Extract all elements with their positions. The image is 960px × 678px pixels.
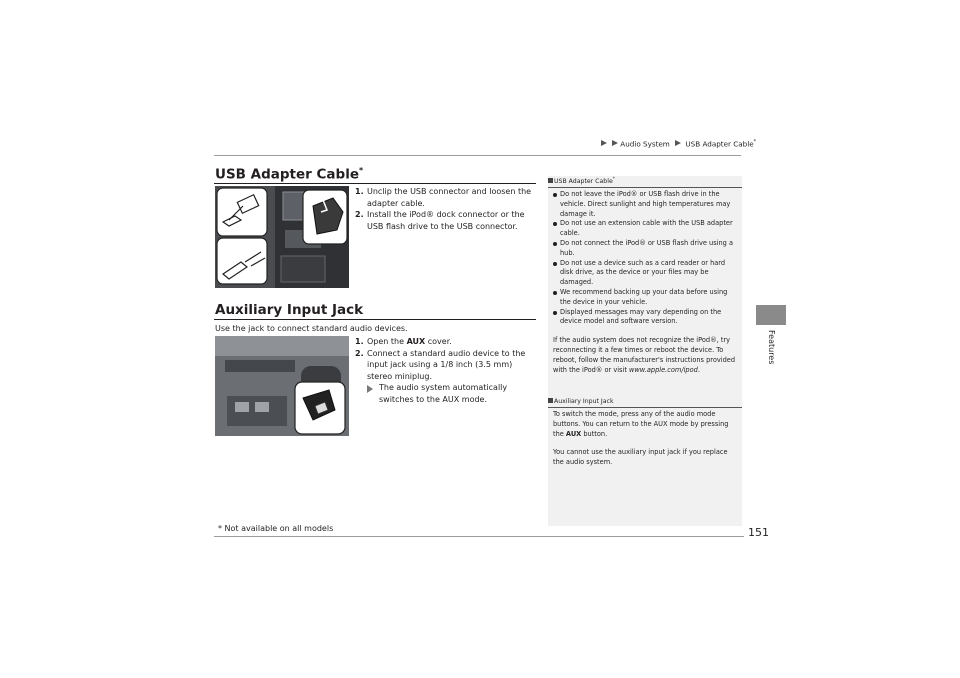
aux-note-head: Auxiliary Input Jack <box>548 398 742 405</box>
usb-section-rule <box>214 183 536 184</box>
note-flag-icon <box>548 178 553 183</box>
usb-note-bullet: Displayed messages may vary depending on the device model and software version. <box>553 308 736 328</box>
usb-note-head: USB Adapter Cable* <box>548 177 742 185</box>
breadcrumb-arrow-icon <box>612 140 618 146</box>
aux-step-2: 2. Connect a standard audio device to the input jack using a 1/8 inch (3.5 mm) stereo miniplug. <box>355 348 526 381</box>
usb-note-bullet: We recommend backing up your data before using the device in your vehicle. <box>553 288 736 308</box>
usb-section-title: USB Adapter Cable* <box>215 166 364 183</box>
usb-note-bullet: Do not connect the iPod® or USB flash drive using a hub. <box>553 239 736 259</box>
note-flag-icon <box>548 398 553 403</box>
usb-note-paragraph: If the audio system does not recognize the iPod®, try reconnecting it a few times or reboot the device. To reboot, follow the manufacturer's instructions provided with the iPod® or visit www.apple.com/ipod. <box>553 336 736 374</box>
header-divider <box>214 155 741 156</box>
aux-steps <box>355 336 537 405</box>
result-arrow-icon <box>367 385 373 393</box>
aux-section-rule <box>214 319 536 320</box>
breadcrumb-usb-adapter-cable[interactable]: USB Adapter Cable <box>685 139 754 149</box>
apple-link[interactable]: www.apple.com/ipod <box>629 365 698 374</box>
aux-intro: Use the jack to connect standard audio devices. <box>215 324 408 333</box>
breadcrumb-arrow-icon <box>675 140 681 146</box>
usb-step-1: 1. Unclip the USB connector and loosen the adapter cable. <box>355 187 532 208</box>
aux-section-title: Auxiliary Input Jack <box>215 302 364 318</box>
breadcrumb <box>598 139 756 148</box>
aux-section-heading <box>215 302 535 318</box>
aux-note-paragraph-1: To switch the mode, press any of the audio mode buttons. You can return to the AUX mode by pressing the AUX button. <box>553 410 729 438</box>
aux-step-2-result: The audio system automatically switches to the AUX mode. <box>367 382 537 405</box>
aux-note <box>548 398 742 468</box>
aux-step-1: 1. Open the AUX cover. <box>355 337 452 346</box>
page-number: 151 <box>748 526 769 539</box>
usb-note-bullet: Do not use a device such as a card reader or hard disk drive, as the device or your files may be damaged. <box>553 259 736 288</box>
footnote: * Not available on all models <box>218 524 334 533</box>
chapter-tab[interactable] <box>756 305 786 325</box>
usb-note-bullet: Do not leave the iPod® or USB flash drive in the vehicle. Direct sunlight and high temperatures may damage it. <box>553 190 736 219</box>
usb-section-heading <box>215 166 535 183</box>
usb-note-bullet: Do not use an extension cable with the USB adapter cable. <box>553 219 736 239</box>
usb-steps <box>355 186 537 232</box>
breadcrumb-star: * <box>753 139 757 145</box>
breadcrumb-arrow-icon <box>601 140 607 146</box>
chapter-tab-label-wrap <box>756 330 786 370</box>
breadcrumb-audio-system[interactable]: Audio System <box>620 139 670 149</box>
aux-note-body <box>548 408 742 468</box>
usb-note-body <box>548 188 742 375</box>
usb-step-2: 2. Install the iPod® dock connector or the USB flash drive to the USB connector. <box>355 210 525 231</box>
aux-jack-photo <box>215 336 349 436</box>
usb-connector-photo <box>215 186 349 288</box>
chapter-tab-label: Features <box>767 330 776 365</box>
footer-divider <box>214 536 744 537</box>
aux-note-paragraph-2: You cannot use the auxiliary input jack if you replace the audio system. <box>553 448 728 467</box>
usb-note <box>548 177 742 375</box>
